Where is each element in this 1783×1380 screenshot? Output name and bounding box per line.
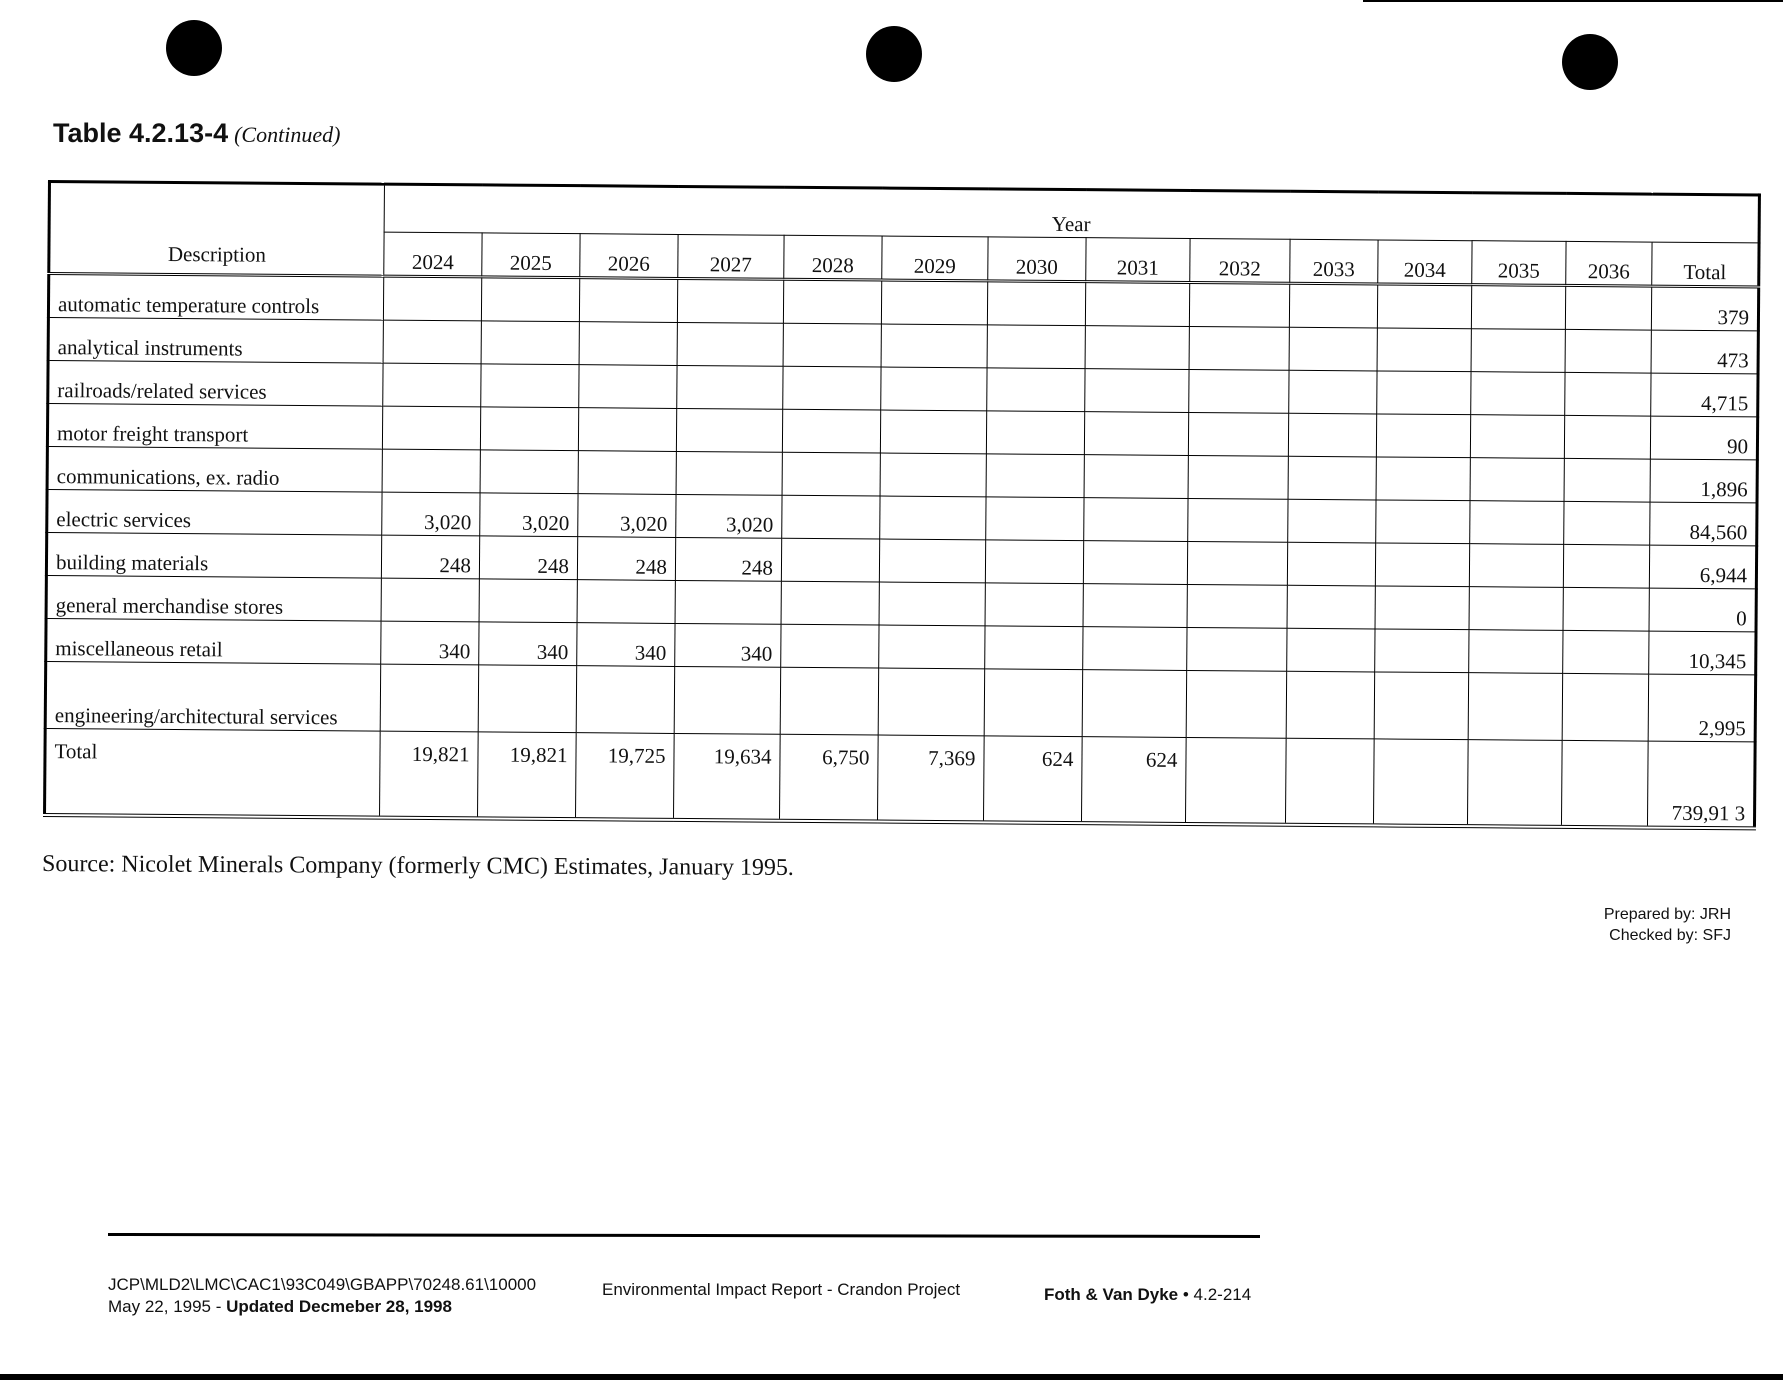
cell-2035 [1469, 544, 1563, 588]
row-total: 6,944 [1649, 545, 1756, 589]
cell-2030 [987, 368, 1085, 412]
cell-2036 [1565, 329, 1651, 373]
cell-2030: 624 [983, 736, 1082, 823]
cell-2025 [481, 364, 579, 408]
cell-2026 [578, 408, 676, 452]
cell-2029 [879, 625, 985, 669]
cell-2028 [783, 323, 881, 367]
row-total: 473 [1651, 330, 1758, 374]
cell-2031 [1082, 670, 1187, 738]
cell-2029 [880, 496, 986, 540]
cell-2026 [577, 580, 675, 624]
footer-page-info [1044, 1285, 1251, 1305]
cell-2034 [1376, 414, 1470, 458]
row-description: building materials [46, 533, 381, 579]
cell-2029 [881, 280, 987, 325]
cell-2024 [383, 363, 481, 407]
cell-2028: 6,750 [779, 734, 878, 821]
source-note: Source: Nicolet Minerals Company (formerly CMC) Estimates, January 1995. [41, 851, 794, 881]
cell-2031 [1084, 412, 1188, 456]
cell-2033 [1289, 370, 1377, 414]
cell-2032 [1187, 627, 1287, 671]
footer-path: JCP\MLD2\LMC\CAC1\93C049\GBAPP\70248.61\10000 [108, 1275, 537, 1294]
row-description: railroads/related services [48, 361, 383, 407]
year-col-2034: 2034 [1378, 240, 1472, 285]
cell-2032 [1189, 282, 1289, 327]
row-description: general merchandise stores [46, 575, 381, 621]
cell-2024: 340 [381, 621, 479, 665]
cell-2035 [1471, 329, 1565, 373]
punch-hole-right [1562, 34, 1618, 90]
year-col-2026: 2026 [580, 234, 678, 279]
table-row [45, 661, 1756, 741]
cell-2026 [579, 278, 677, 323]
year-col-2029: 2029 [882, 236, 988, 281]
cell-2030 [986, 497, 1084, 541]
cell-2035 [1469, 630, 1563, 674]
cell-2032 [1188, 498, 1288, 542]
cell-2025: 3,020 [480, 493, 578, 537]
cell-2034 [1377, 371, 1471, 415]
year-header: Year [384, 184, 1759, 243]
cell-2028 [782, 452, 880, 496]
footer-report-title: Environmental Impact Report - Crandon Project [602, 1280, 961, 1299]
cell-2031: 624 [1081, 737, 1186, 824]
cell-2035 [1467, 740, 1562, 827]
cell-2033 [1287, 628, 1375, 672]
cell-2029 [878, 668, 985, 736]
row-total: 379 [1651, 286, 1758, 331]
cell-2024 [383, 320, 481, 364]
cell-2030 [986, 454, 1084, 498]
cell-2030 [985, 583, 1083, 627]
year-col-2031: 2031 [1086, 238, 1190, 283]
cell-2025 [480, 450, 578, 494]
cell-2026 [578, 451, 676, 495]
cell-2031 [1084, 455, 1188, 499]
cell-2029 [881, 324, 987, 368]
cell-2025: 248 [479, 536, 577, 580]
scan-edge-bottom [0, 1374, 1783, 1380]
data-table [43, 180, 1761, 830]
cell-2028 [783, 366, 881, 410]
row-description: Total [45, 728, 381, 817]
cell-2025 [480, 407, 578, 451]
cell-2030 [987, 281, 1085, 326]
cell-2031 [1083, 584, 1187, 628]
cell-2029 [879, 539, 985, 583]
row-total: 10,345 [1649, 631, 1756, 675]
cell-2034 [1376, 500, 1470, 544]
cell-2030 [986, 411, 1084, 455]
cell-2026 [579, 322, 677, 366]
cell-2024 [381, 578, 479, 622]
cell-2034 [1373, 739, 1468, 826]
cell-2032 [1189, 369, 1289, 413]
row-description: electric services [47, 490, 382, 536]
cell-2025 [481, 277, 579, 322]
cell-2028 [781, 538, 879, 582]
row-total: 1,896 [1650, 459, 1757, 503]
cell-2034 [1375, 629, 1469, 673]
cell-2035 [1471, 285, 1565, 330]
cell-2027: 19,634 [673, 733, 780, 820]
cell-2032 [1188, 455, 1288, 499]
cell-2028 [783, 279, 881, 324]
cell-2028 [780, 667, 879, 735]
cell-2036 [1561, 740, 1648, 827]
total-col-header: Total [1652, 242, 1759, 287]
cell-2031 [1085, 282, 1189, 327]
row-total: 739,91 3 [1647, 741, 1755, 828]
cell-2025 [481, 321, 579, 365]
cell-2029 [880, 453, 986, 497]
punch-hole-center [866, 26, 922, 82]
cell-2028 [781, 624, 879, 668]
cell-2025 [479, 579, 577, 623]
row-total: 2,995 [1648, 674, 1756, 742]
cell-2036 [1564, 501, 1650, 545]
year-col-2024: 2024 [384, 232, 482, 277]
cell-2036 [1563, 544, 1649, 588]
year-col-2030: 2030 [988, 237, 1086, 282]
cell-2035 [1470, 415, 1564, 459]
cell-2025: 340 [479, 622, 577, 666]
cell-2027 [674, 666, 781, 734]
cell-2030 [985, 540, 1083, 584]
cell-2026: 3,020 [578, 494, 676, 538]
cell-2026: 19,725 [575, 733, 674, 820]
cell-2032 [1187, 541, 1287, 585]
cell-2033 [1288, 456, 1376, 500]
cell-2024 [382, 406, 480, 450]
cell-2033 [1286, 671, 1375, 739]
cell-2027 [676, 451, 782, 495]
cell-2025: 19,821 [477, 732, 576, 819]
cell-2031 [1083, 541, 1187, 585]
prepared-block [1604, 904, 1731, 946]
cell-2024: 248 [381, 535, 479, 579]
cell-2034 [1377, 328, 1471, 372]
cell-2030 [984, 669, 1083, 737]
row-description: miscellaneous retail [46, 618, 381, 664]
footer-dates [108, 1296, 536, 1318]
cell-2030 [987, 325, 1085, 369]
cell-2024: 3,020 [382, 492, 480, 536]
row-description: automatic temperature controls [48, 274, 383, 321]
cell-2031 [1085, 369, 1189, 413]
footer-updated: Updated Decmeber 28, 1998 [226, 1297, 452, 1316]
cell-2027: 248 [675, 537, 781, 581]
cell-2033 [1287, 542, 1375, 586]
cell-2036 [1565, 285, 1651, 330]
cell-2032 [1189, 326, 1289, 370]
table-title [53, 118, 340, 149]
cell-2032 [1185, 737, 1286, 824]
cell-2036 [1563, 630, 1649, 674]
punch-hole-left [166, 20, 222, 76]
cell-2026: 248 [577, 537, 675, 581]
continued-label: (Continued) [234, 122, 341, 147]
row-total: 90 [1650, 416, 1757, 460]
cell-2034 [1375, 586, 1469, 630]
cell-2035 [1471, 372, 1565, 416]
row-total: 4,715 [1651, 373, 1758, 417]
year-col-2035: 2035 [1472, 241, 1566, 286]
cell-2035 [1470, 458, 1564, 502]
checked-by: Checked by: SFJ [1609, 927, 1731, 944]
cell-2032 [1188, 412, 1288, 456]
cell-2035 [1468, 673, 1563, 741]
cell-2033 [1287, 585, 1375, 629]
cell-2026 [579, 365, 677, 409]
row-total: 0 [1649, 588, 1756, 632]
cell-2029 [879, 582, 985, 626]
cell-2027 [676, 408, 782, 452]
cell-2036 [1564, 415, 1650, 459]
footer-page-number: • 4.2-214 [1182, 1285, 1252, 1304]
year-col-2033: 2033 [1290, 239, 1378, 284]
table-body [45, 274, 1759, 829]
row-description: analytical instruments [48, 318, 383, 364]
cell-2026 [576, 666, 675, 734]
year-col-2036: 2036 [1566, 241, 1652, 286]
cell-2036 [1562, 673, 1649, 741]
row-description: communications, ex. radio [47, 447, 382, 493]
row-description: motor freight transport [47, 404, 382, 450]
year-col-2028: 2028 [784, 235, 882, 280]
cell-2029: 7,369 [877, 735, 984, 822]
cell-2027: 3,020 [676, 494, 782, 538]
row-total: 84,560 [1650, 502, 1757, 546]
footer-company: Foth & Van Dyke [1044, 1285, 1179, 1304]
year-col-2027: 2027 [678, 234, 784, 279]
cell-2029 [880, 410, 986, 454]
cell-2030 [985, 626, 1083, 670]
description-header: Description [49, 182, 385, 277]
cell-2027 [677, 322, 783, 366]
cell-2024 [383, 276, 481, 321]
footer-date: May 22, 1995 - [108, 1297, 227, 1316]
cell-2034 [1377, 284, 1471, 329]
cell-2036 [1563, 587, 1649, 631]
cell-2027 [677, 278, 783, 323]
cell-2028 [782, 495, 880, 539]
cell-2033 [1288, 499, 1376, 543]
year-col-2025: 2025 [482, 233, 580, 278]
footer-rule [108, 1233, 1260, 1238]
cell-2026: 340 [577, 623, 675, 667]
cell-2027: 340 [675, 623, 781, 667]
data-table-container [43, 180, 1758, 833]
cell-2025 [478, 665, 577, 733]
cell-2034 [1375, 543, 1469, 587]
year-col-2032: 2032 [1190, 238, 1290, 283]
cell-2034 [1376, 457, 1470, 501]
footer-file-info [108, 1274, 536, 1318]
cell-2035 [1470, 501, 1564, 545]
table-number: Table 4.2.13-4 [53, 118, 229, 148]
cell-2024 [380, 664, 479, 732]
cell-2029 [881, 367, 987, 411]
prepared-by: Prepared by: JRH [1603, 906, 1731, 923]
row-description: engineering/architectural services [45, 661, 381, 731]
cell-2028 [781, 581, 879, 625]
cell-2027 [675, 580, 781, 624]
cell-2033 [1288, 413, 1376, 457]
cell-2032 [1186, 670, 1287, 738]
scan-edge-top [1363, 0, 1783, 2]
cell-2024 [382, 449, 480, 493]
cell-2036 [1565, 372, 1651, 416]
cell-2033 [1289, 327, 1377, 371]
cell-2027 [677, 365, 783, 409]
cell-2028 [782, 409, 880, 453]
cell-2031 [1085, 326, 1189, 370]
cell-2031 [1083, 627, 1187, 671]
cell-2034 [1374, 672, 1469, 740]
cell-2024: 19,821 [380, 731, 479, 818]
cell-2035 [1469, 587, 1563, 631]
cell-2033 [1289, 283, 1377, 328]
cell-2036 [1564, 458, 1650, 502]
total-row [45, 728, 1756, 828]
cell-2032 [1187, 584, 1287, 628]
cell-2031 [1084, 498, 1188, 542]
cell-2033 [1285, 738, 1374, 825]
